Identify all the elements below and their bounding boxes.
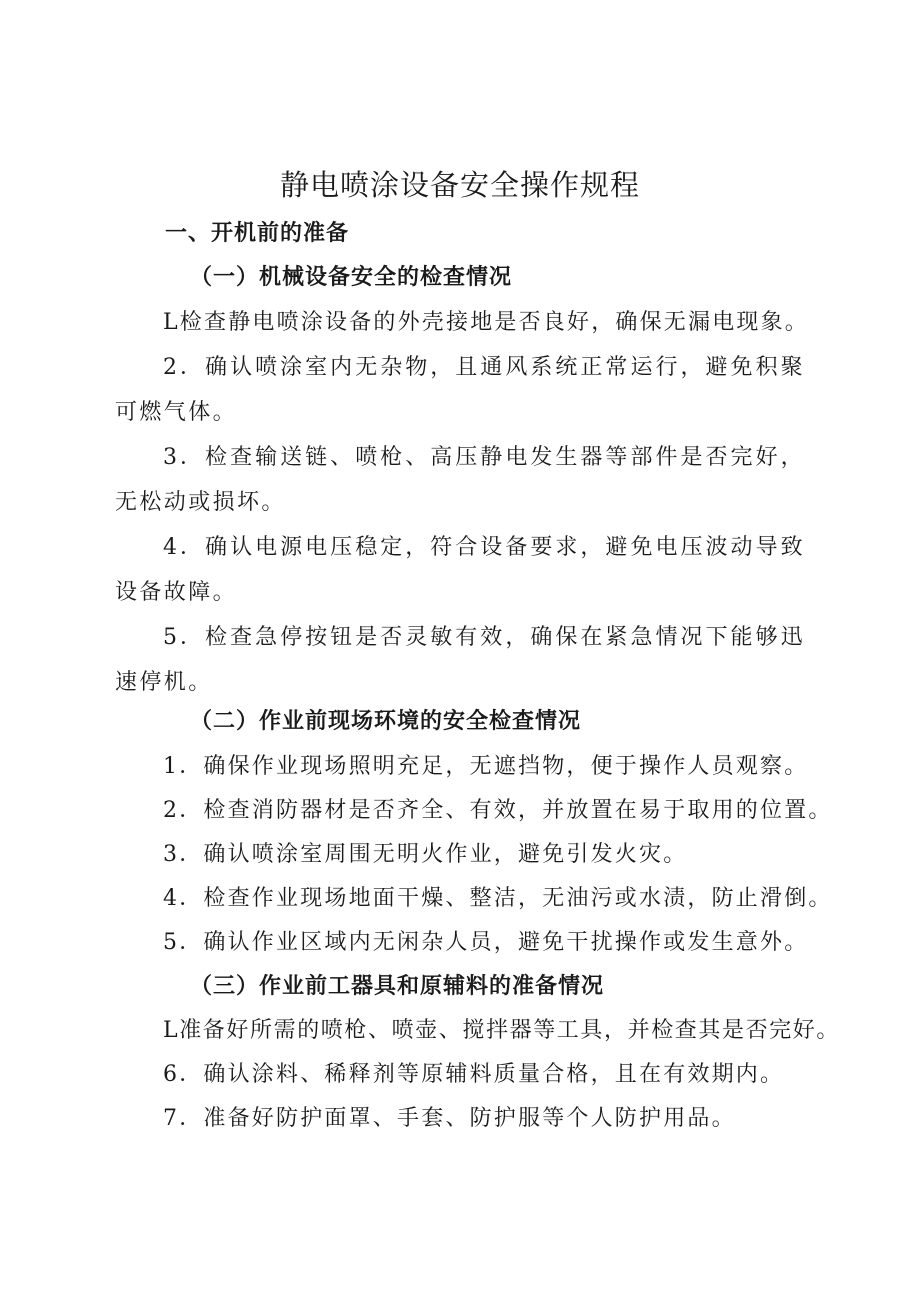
list-item: L准备好所需的喷枪、喷壶、搅拌器等工具，并检查其是否完好。 <box>163 1018 841 1043</box>
subsection-heading: （二）作业前现场环境的安全检查情况 <box>190 709 582 734</box>
list-item: 1．确保作业现场照明充足，无遮挡物，便于操作人员观察。 <box>163 754 809 779</box>
list-item: 4．确认电源电压稳定，符合设备要求，避免电压波动导致设备故障。 <box>115 535 805 605</box>
section-heading: 一、开机前的准备 <box>165 221 350 246</box>
list-item: 7．准备好防护面罩、手套、防护服等个人防护用品。 <box>163 1106 736 1131</box>
subsection-heading: （一）机械设备安全的检查情况 <box>190 265 513 290</box>
list-item: 2．确认喷涂室内无杂物，且通风系统正常运行，避免积聚可燃气体。 <box>115 355 805 425</box>
list-item: 5．确认作业区域内无闲杂人员，避免干扰操作或发生意外。 <box>163 930 809 955</box>
document-title: 静电喷涂设备安全操作规程 <box>279 168 640 202</box>
list-item: 3．确认喷涂室周围无明火作业，避免引发火灾。 <box>163 842 688 867</box>
list-item: 3．检查输送链、喷枪、高压静电发生器等部件是否完好，无松动或损坏。 <box>115 445 805 515</box>
subsection-heading: （三）作业前工器具和原辅料的准备情况 <box>190 974 605 999</box>
list-item: 5．检查急停按钮是否灵敏有效，确保在紧急情况下能够迅速停机。 <box>115 625 805 695</box>
list-item: L检查静电喷涂设备的外壳接地是否良好，确保无漏电现象。 <box>163 310 810 335</box>
list-item: 2．检查消防器材是否齐全、有效，并放置在易于取用的位置。 <box>163 798 833 823</box>
list-item: 6．确认涂料、稀释剂等原辅料质量合格，且在有效期内。 <box>163 1062 785 1087</box>
list-item: 4．检查作业现场地面干燥、整洁，无油污或水渍，防止滑倒。 <box>163 886 833 911</box>
